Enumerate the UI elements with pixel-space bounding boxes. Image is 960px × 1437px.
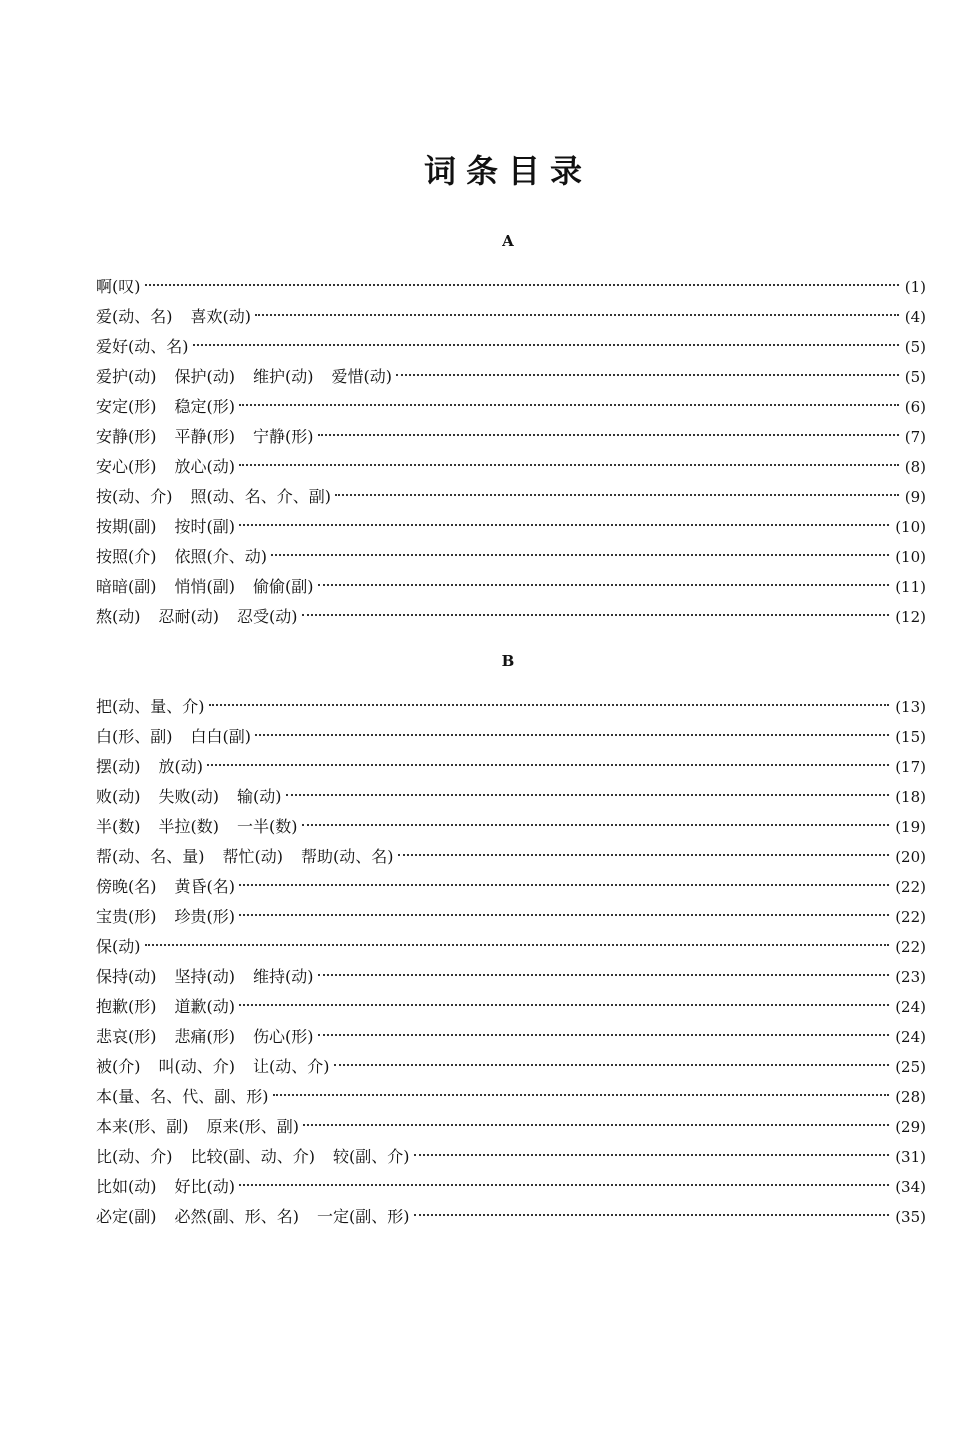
- dot-leader: [239, 524, 889, 526]
- page-number: (13): [895, 698, 926, 716]
- entry-term: 让(动、介): [253, 1057, 330, 1076]
- entry-term: 保(动): [96, 937, 141, 956]
- toc-entry[interactable]: [96, 902, 926, 932]
- toc-entry[interactable]: [96, 872, 926, 902]
- dot-leader: [318, 434, 899, 436]
- entry-term: 傍晚(名): [96, 877, 157, 896]
- entry-term: 平静(形): [174, 427, 235, 446]
- toc-entry[interactable]: [96, 1082, 926, 1112]
- toc-entry[interactable]: [96, 782, 926, 812]
- entry-term: 把(动、量、介): [96, 697, 205, 716]
- entry-term: 悲痛(形): [174, 1027, 235, 1046]
- entry-terms: [96, 902, 237, 932]
- entry-term: 半拉(数): [158, 817, 219, 836]
- entry-terms: [96, 992, 237, 1022]
- entry-term: 按时(副): [174, 517, 235, 536]
- entry-terms: [96, 572, 316, 602]
- page-number: (35): [895, 1208, 926, 1226]
- dot-leader: [302, 614, 890, 616]
- toc-entry[interactable]: [96, 392, 926, 422]
- page-number: (34): [895, 1178, 926, 1196]
- dot-leader: [239, 404, 899, 406]
- entry-list-a: [96, 272, 926, 632]
- page-number: (20): [895, 848, 926, 866]
- entry-terms: [96, 722, 253, 752]
- page-number: (17): [895, 758, 926, 776]
- dot-leader: [239, 1004, 889, 1006]
- dot-leader: [335, 494, 899, 496]
- entry-terms: [96, 1172, 237, 1202]
- toc-entry[interactable]: [96, 692, 926, 722]
- dot-leader: [318, 584, 890, 586]
- toc-entry[interactable]: [96, 452, 926, 482]
- page-number: (31): [895, 1148, 926, 1166]
- entry-term: 帮(动、名、量): [96, 847, 205, 866]
- entry-terms: [96, 1052, 332, 1082]
- entry-terms: [96, 1082, 271, 1112]
- dot-leader: [239, 1184, 889, 1186]
- dot-leader: [255, 314, 899, 316]
- page-number: (7): [904, 428, 926, 446]
- entry-terms: [96, 962, 316, 992]
- entry-term: 比较(副、动、介): [190, 1147, 315, 1166]
- entry-term: 放(动): [158, 757, 203, 776]
- entry-terms: [96, 482, 333, 512]
- entry-terms: [96, 362, 394, 392]
- entry-terms: [96, 272, 143, 302]
- toc-entry[interactable]: [96, 1172, 926, 1202]
- entry-term: 帮忙(动): [222, 847, 283, 866]
- entry-term: 必然(副、形、名): [174, 1207, 299, 1226]
- entry-term: 比(动、介): [96, 1147, 173, 1166]
- entry-term: 原来(形、副): [206, 1117, 299, 1136]
- dot-leader: [239, 914, 889, 916]
- dot-leader: [145, 944, 890, 946]
- entry-term: 帮助(动、名): [301, 847, 394, 866]
- toc-entry[interactable]: [96, 602, 926, 632]
- page-number: (5): [904, 338, 926, 356]
- toc-entry[interactable]: [96, 332, 926, 362]
- entry-term: 爱护(动): [96, 367, 157, 386]
- entry-term: 安定(形): [96, 397, 157, 416]
- entry-terms: [96, 782, 284, 812]
- entry-term: 较(副、介): [333, 1147, 410, 1166]
- entry-term: 道歉(动): [174, 997, 235, 1016]
- dot-leader: [145, 284, 899, 286]
- toc-entry[interactable]: [96, 272, 926, 302]
- section-heading-b: B: [501, 652, 515, 670]
- page-number: (24): [895, 1028, 926, 1046]
- entry-term: 白白(副): [190, 727, 251, 746]
- entry-terms: [96, 422, 316, 452]
- page-number: (8): [904, 458, 926, 476]
- entry-term: 半(数): [96, 817, 141, 836]
- toc-entry[interactable]: [96, 1112, 926, 1142]
- entry-term: 本来(形、副): [96, 1117, 189, 1136]
- entry-term: 忍耐(动): [158, 607, 219, 626]
- toc-entry[interactable]: [96, 722, 926, 752]
- toc-entry[interactable]: [96, 362, 926, 392]
- page-number: (22): [895, 938, 926, 956]
- toc-entry[interactable]: [96, 812, 926, 842]
- entry-term: 坚持(动): [174, 967, 235, 986]
- entry-term: 稳定(形): [174, 397, 235, 416]
- toc-entry[interactable]: [96, 1202, 926, 1232]
- entry-terms: [96, 1142, 412, 1172]
- entry-term: 按期(副): [96, 517, 157, 536]
- section-heading-a: A: [502, 232, 514, 250]
- entry-terms: [96, 1202, 412, 1232]
- page-number: (19): [895, 818, 926, 836]
- page-number: (15): [895, 728, 926, 746]
- entry-terms: [96, 302, 253, 332]
- entry-term: 被(介): [96, 1057, 141, 1076]
- entry-terms: [96, 812, 300, 842]
- toc-entry[interactable]: [96, 422, 926, 452]
- entry-term: 按(动、介): [96, 487, 173, 506]
- toc-entry[interactable]: [96, 752, 926, 782]
- page-number: (4): [904, 308, 926, 326]
- entry-terms: [96, 332, 191, 362]
- dot-leader: [193, 344, 899, 346]
- dot-leader: [318, 974, 890, 976]
- entry-term: 必定(副): [96, 1207, 157, 1226]
- entry-term: 悲哀(形): [96, 1027, 157, 1046]
- dot-leader: [273, 1094, 890, 1096]
- entry-term: 悄悄(副): [174, 577, 235, 596]
- dot-leader: [398, 854, 890, 856]
- dot-leader: [396, 374, 899, 376]
- entry-term: 熬(动): [96, 607, 141, 626]
- entry-term: 败(动): [96, 787, 141, 806]
- entry-list-b: [96, 692, 926, 1232]
- entry-term: 安静(形): [96, 427, 157, 446]
- entry-term: 偷偷(副): [253, 577, 314, 596]
- toc-entry[interactable]: [96, 512, 926, 542]
- page-number: (6): [904, 398, 926, 416]
- entry-terms: [96, 542, 269, 572]
- entry-term: 保护(动): [174, 367, 235, 386]
- dot-leader: [255, 734, 889, 736]
- toc-entry[interactable]: [96, 572, 926, 602]
- entry-term: 一半(数): [237, 817, 298, 836]
- page-title: 词条目录: [423, 152, 592, 190]
- page-number: (5): [904, 368, 926, 386]
- dot-leader: [239, 464, 899, 466]
- entry-term: 安心(形): [96, 457, 157, 476]
- page-number: (10): [895, 518, 926, 536]
- entry-term: 宝贵(形): [96, 907, 157, 926]
- entry-term: 宁静(形): [253, 427, 314, 446]
- entry-term: 忍受(动): [237, 607, 298, 626]
- entry-terms: [96, 602, 300, 632]
- entry-terms: [96, 452, 237, 482]
- entry-terms: [96, 932, 143, 962]
- page-number: (12): [895, 608, 926, 626]
- entry-term: 维护(动): [253, 367, 314, 386]
- page-number: (28): [895, 1088, 926, 1106]
- entry-term: 好比(动): [174, 1177, 235, 1196]
- entry-term: 黄昏(名): [174, 877, 235, 896]
- page-number: (18): [895, 788, 926, 806]
- toc-entry[interactable]: [96, 1142, 926, 1172]
- entry-term: 维持(动): [253, 967, 314, 986]
- entry-term: 珍贵(形): [174, 907, 235, 926]
- dot-leader: [303, 1124, 889, 1126]
- entry-term: 依照(介、动): [174, 547, 267, 566]
- dot-leader: [302, 824, 890, 826]
- toc-entry[interactable]: [96, 932, 926, 962]
- toc-entry[interactable]: [96, 302, 926, 332]
- dot-leader: [286, 794, 890, 796]
- entry-terms: [96, 1022, 316, 1052]
- toc-entry[interactable]: [96, 1022, 926, 1052]
- entry-term: 抱歉(形): [96, 997, 157, 1016]
- entry-term: 失败(动): [158, 787, 219, 806]
- dot-leader: [334, 1064, 890, 1066]
- entry-term: 爱惜(动): [331, 367, 392, 386]
- entry-term: 本(量、名、代、副、形): [96, 1087, 269, 1106]
- dot-leader: [209, 704, 890, 706]
- toc-entry[interactable]: [96, 962, 926, 992]
- toc-entry[interactable]: [96, 1052, 926, 1082]
- entry-term: 输(动): [237, 787, 282, 806]
- entry-term: 白(形、副): [96, 727, 173, 746]
- page-number: (11): [895, 578, 926, 596]
- entry-term: 爱(动、名): [96, 307, 173, 326]
- dot-leader: [318, 1034, 890, 1036]
- toc-entry[interactable]: [96, 542, 926, 572]
- dot-leader: [414, 1214, 890, 1216]
- page-number: (9): [904, 488, 926, 506]
- toc-entry[interactable]: [96, 842, 926, 872]
- entry-terms: [96, 872, 237, 902]
- entry-terms: [96, 692, 207, 722]
- page-number: (23): [895, 968, 926, 986]
- entry-term: 喜欢(动): [190, 307, 251, 326]
- entry-term: 摆(动): [96, 757, 141, 776]
- page-number: (25): [895, 1058, 926, 1076]
- entry-term: 保持(动): [96, 967, 157, 986]
- entry-term: 照(动、名、介、副): [190, 487, 331, 506]
- page-number: (22): [895, 878, 926, 896]
- page-number: (1): [904, 278, 926, 296]
- dot-leader: [207, 764, 889, 766]
- page-number: (29): [895, 1118, 926, 1136]
- entry-terms: [96, 512, 237, 542]
- entry-term: 伤心(形): [253, 1027, 314, 1046]
- dot-leader: [239, 884, 889, 886]
- page-number: (22): [895, 908, 926, 926]
- entry-terms: [96, 752, 205, 782]
- page-number: (10): [895, 548, 926, 566]
- entry-term: 比如(动): [96, 1177, 157, 1196]
- entry-term: 放心(动): [174, 457, 235, 476]
- entry-terms: [96, 1112, 301, 1142]
- entry-terms: [96, 392, 237, 422]
- entry-term: 爱好(动、名): [96, 337, 189, 356]
- entry-term: 按照(介): [96, 547, 157, 566]
- toc-entry[interactable]: [96, 482, 926, 512]
- dot-leader: [271, 554, 889, 556]
- entry-term: 叫(动、介): [158, 1057, 235, 1076]
- toc-entry[interactable]: [96, 992, 926, 1022]
- entry-term: 啊(叹): [96, 277, 141, 296]
- page-number: (24): [895, 998, 926, 1016]
- dot-leader: [414, 1154, 890, 1156]
- entry-term: 一定(副、形): [317, 1207, 410, 1226]
- entry-terms: [96, 842, 396, 872]
- entry-term: 暗暗(副): [96, 577, 157, 596]
